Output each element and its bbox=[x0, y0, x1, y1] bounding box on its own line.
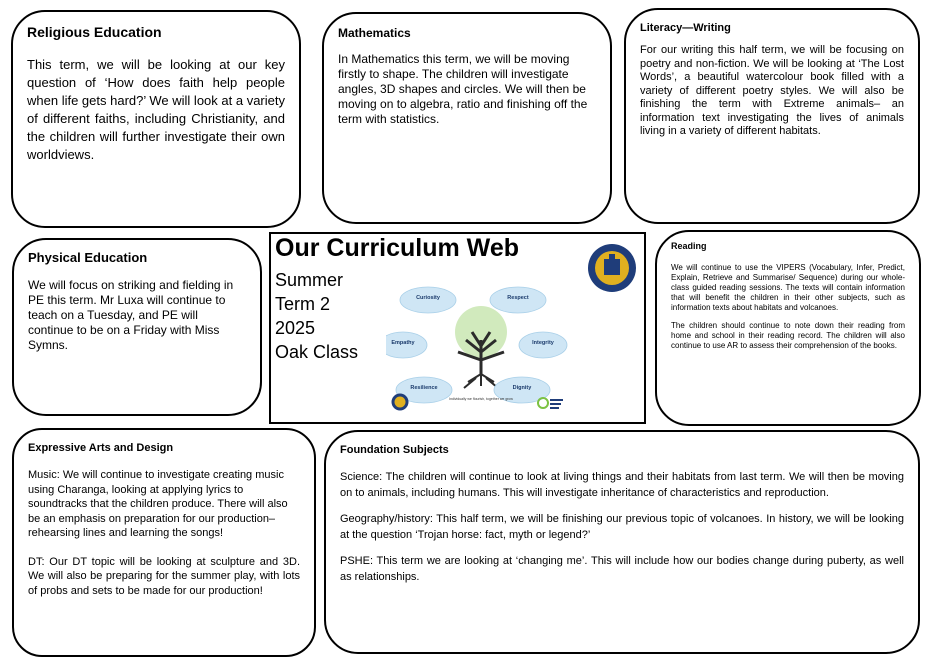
foundation-subjects-heading: Foundation Subjects bbox=[340, 444, 449, 456]
dt-text: DT: Our DT topic will be looking at sculpture and 3D. We will also be preparing for the summer play, with lots of probs and sets to be made for our production! bbox=[28, 555, 300, 597]
expressive-arts-heading: Expressive Arts and Design bbox=[28, 442, 174, 454]
class-name: Oak Class bbox=[275, 342, 359, 362]
music-text: Music: We will continue to investigate creating music using Charanga, looking at applying lyrics to soundtracks that the children produce. There will also be an emphasis on preparation for our production– rehearsing lines and learning the songs! bbox=[28, 469, 288, 539]
term-year: 2025 bbox=[275, 318, 316, 338]
value-label-integrity: Integrity bbox=[532, 340, 554, 346]
geography-history-text: Geography/history: This half term, we will be finishing our previous topic of volcanoes. In history, we will be looking at the question ‘Trojan horse: fact, myth or legend?’ bbox=[340, 513, 904, 541]
value-label-respect: Respect bbox=[507, 295, 529, 301]
pshe-text: PSHE: This term we are looking at ‘changing me’. This will include how our bodies change during puberty, as well as relationships. bbox=[340, 555, 904, 583]
value-label-empathy: Empathy bbox=[391, 340, 415, 346]
value-label-curiosity: Curiosity bbox=[416, 295, 440, 301]
religious-education-heading: Religious Education bbox=[27, 24, 162, 40]
value-label-dignity: Dignity bbox=[512, 385, 532, 391]
mathematics-text: In Mathematics this term, we will be moving firstly to shape. The children will investigate angles, 3D shapes and circles. We will then be moving on to algebra, ratio and finishing off the term with statistics. bbox=[338, 52, 588, 126]
science-text: Science: The children will continue to look at living things and their habitats from last term. We will then be moving on to animals, including humans. This will investigate inheritance of characteristics and reproduction. bbox=[340, 471, 904, 499]
term-number: Term 2 bbox=[275, 294, 331, 314]
school-crest-icon bbox=[587, 243, 637, 293]
mathematics-heading: Mathematics bbox=[338, 26, 411, 40]
reading-heading: Reading bbox=[671, 241, 707, 251]
religious-education-text: This term, we will be looking at our key question of ‘How does faith help people when life gets hard?’ We will look at a variety of different faiths, including Christianity, and the children will further investigate their own worldviews. bbox=[27, 57, 285, 162]
foundation-subjects-box bbox=[324, 430, 920, 654]
curriculum-web-title-panel bbox=[269, 232, 646, 424]
physical-education-box bbox=[12, 238, 262, 416]
tree-caption: Individually we flourish, together we grow bbox=[449, 397, 513, 401]
religious-education-box bbox=[11, 10, 301, 228]
reading-box bbox=[655, 230, 921, 426]
physical-education-text: We will focus on striking and fielding in PE this term. Mr Luxa will continue to teach on a Tuesday, and PE will continue to be on a Friday with Miss Symns. bbox=[28, 278, 234, 352]
physical-education-heading: Physical Education bbox=[28, 250, 148, 265]
reading-text-vipers: We will continue to use the VIPERS (Vocabulary, Infer, Predict, Explain, Retrieve and Summarise/ Sequence) during our whole-class guided reading sessions. The texts will contain information that will benefit the children in their other subjects, such as information texts about habitats and volcanoes. bbox=[671, 263, 905, 312]
literacy-text: For our writing this half term, we will be focusing on poetry and non-fiction. We will be looking at ‘The Lost Words’, a beautiful watercolour book filled with a variety of different poetry styles. We will also be finishing the term with Extreme animals– an information text investigating the lives of animals living in a variety of different habitats. bbox=[640, 44, 904, 137]
expressive-arts-box bbox=[12, 428, 316, 657]
page-title: Our Curriculum Web bbox=[275, 234, 520, 262]
term-season: Summer bbox=[275, 270, 344, 290]
literacy-box bbox=[624, 8, 920, 224]
tree-icon bbox=[455, 306, 507, 388]
mathematics-box bbox=[322, 12, 612, 224]
value-label-resilience: Resilience bbox=[410, 385, 438, 391]
reading-text-record: The children should continue to note down their reading from home and school in their reading record. The children will also continue to use AR to assess their comprehension of the books. bbox=[671, 321, 905, 350]
trust-logo-icon bbox=[537, 395, 565, 411]
literacy-heading: Literacy—Writing bbox=[640, 22, 731, 34]
small-school-crest-icon bbox=[391, 393, 409, 411]
